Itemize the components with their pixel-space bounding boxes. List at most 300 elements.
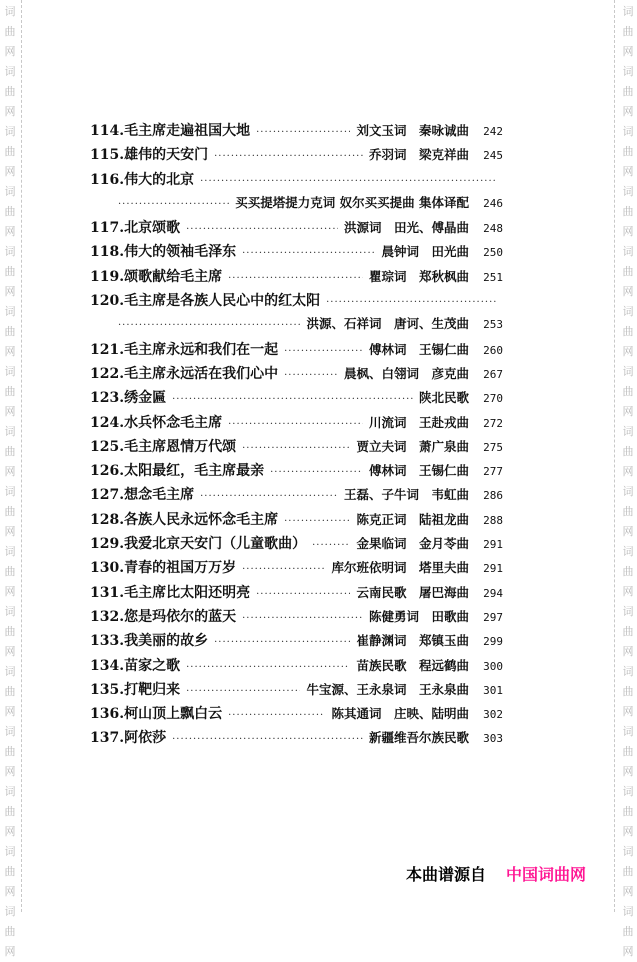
entry-page: 299 — [483, 635, 503, 649]
watermark-char: 词 — [4, 65, 16, 78]
entry-page: 288 — [483, 513, 503, 527]
toc-entry — [90, 339, 503, 363]
watermark-char: 网 — [4, 525, 16, 538]
dot-leader — [186, 224, 338, 235]
dot-leader — [242, 443, 350, 454]
dot-leader — [242, 248, 375, 259]
watermark-group — [618, 420, 637, 480]
entry-credit: 乔羽词 梁克祥曲 — [368, 147, 469, 163]
toc-entry — [90, 727, 503, 751]
watermark-char: 词 — [4, 185, 16, 198]
dot-leader — [228, 419, 363, 430]
watermark-char: 曲 — [622, 145, 634, 158]
watermark-group — [618, 240, 637, 300]
entry-number: 116. — [90, 171, 125, 188]
entry-title-text: 北京颂歌 — [124, 220, 181, 237]
watermark-char: 网 — [622, 345, 634, 358]
toc-entry — [90, 460, 503, 484]
watermark-group — [0, 420, 20, 480]
watermark-char: 网 — [622, 45, 634, 58]
watermark-char: 曲 — [4, 925, 16, 938]
entry-page: 294 — [483, 586, 503, 600]
dot-leader — [172, 394, 413, 405]
watermark-char: 词 — [4, 905, 16, 918]
watermark-char: 词 — [622, 5, 634, 18]
source-footer — [406, 862, 586, 885]
entry-page: 303 — [483, 732, 503, 746]
entry-credit: 贾立夫词 萧广泉曲 — [356, 438, 469, 454]
watermark-char: 词 — [622, 185, 634, 198]
watermark-group — [618, 60, 637, 120]
entry-title — [90, 533, 306, 553]
watermark-char: 网 — [4, 465, 16, 478]
entry-number: 134. — [90, 657, 125, 674]
watermark-group — [0, 480, 20, 540]
entry-page: 250 — [483, 246, 503, 260]
watermark-char: 曲 — [622, 745, 634, 758]
entry-page: 300 — [483, 659, 503, 673]
dot-leader — [200, 491, 338, 502]
right-dashed-divider — [614, 0, 615, 912]
entry-credit: 崔静渊词 郑镇玉曲 — [356, 633, 469, 649]
watermark-char: 曲 — [4, 205, 16, 218]
watermark-group — [0, 60, 20, 120]
entry-credit: 瞿琮词 郑秋枫曲 — [368, 268, 469, 284]
watermark-char: 曲 — [4, 25, 16, 38]
entry-title-text: 我美丽的故乡 — [124, 633, 209, 650]
entry-number: 135. — [90, 681, 125, 698]
entry-credit: 傅林词 王锡仁曲 — [368, 341, 469, 357]
entry-credit: 陕北民歌 — [418, 390, 469, 406]
entry-title — [90, 266, 222, 286]
dot-leader — [242, 613, 363, 624]
watermark-char: 曲 — [622, 565, 634, 578]
entry-title-text: 伟大的北京 — [124, 171, 195, 188]
watermark-char: 曲 — [4, 805, 16, 818]
entry-title — [90, 241, 236, 261]
entry-title — [90, 679, 180, 699]
watermark-char: 网 — [4, 105, 16, 118]
entry-title-text: 毛主席是各族人民心中的红太阳 — [124, 293, 321, 310]
watermark-char: 曲 — [622, 325, 634, 338]
toc-entry — [90, 436, 503, 460]
entry-number: 128. — [90, 511, 125, 528]
watermark-group — [0, 600, 20, 660]
entry-number: 132. — [90, 608, 125, 625]
entry-title — [90, 412, 222, 432]
entry-credit: 洪源、石祥词 唐诃、生茂曲 — [306, 316, 469, 332]
entry-number: 136. — [90, 706, 125, 723]
watermark-char: 网 — [622, 585, 634, 598]
entry-title — [90, 363, 278, 383]
watermark-char: 曲 — [622, 625, 634, 638]
entry-credit: 洪源词 田光、傅晶曲 — [343, 220, 469, 236]
dot-leader — [172, 734, 363, 745]
entry-number: 121. — [90, 341, 125, 358]
entry-credit: 金果临词 金月苓曲 — [356, 536, 469, 552]
entry-title-text: 雄伟的天安门 — [124, 147, 209, 164]
watermark-char: 词 — [622, 605, 634, 618]
watermark-char: 曲 — [4, 385, 16, 398]
watermark-char: 词 — [622, 425, 634, 438]
toc-entry — [90, 120, 503, 144]
entry-title — [90, 655, 180, 675]
watermark-char: 网 — [622, 165, 634, 178]
watermark-char: 网 — [622, 705, 634, 718]
dot-leader — [242, 564, 325, 575]
toc-entry-continuation — [90, 193, 503, 217]
watermark-group — [0, 720, 20, 780]
watermark-char: 曲 — [622, 865, 634, 878]
watermark-char: 词 — [4, 5, 16, 18]
watermark-char: 网 — [622, 645, 634, 658]
entry-title — [90, 339, 278, 359]
entry-number: 122. — [90, 365, 125, 382]
watermark-char: 曲 — [4, 505, 16, 518]
right-watermark — [618, 0, 637, 960]
toc-entry — [90, 509, 503, 533]
entry-credit: 晨枫、白翎词 彦克曲 — [343, 365, 469, 381]
watermark-char: 词 — [4, 485, 16, 498]
entry-title-text: 太阳最红，毛主席最亲 — [124, 463, 265, 480]
watermark-group — [618, 120, 637, 180]
dot-leader — [186, 662, 350, 673]
watermark-char: 词 — [622, 905, 634, 918]
entry-page: 260 — [483, 343, 503, 357]
toc-entry — [90, 217, 503, 241]
watermark-char: 曲 — [4, 565, 16, 578]
entry-title — [90, 387, 166, 407]
watermark-char: 网 — [622, 225, 634, 238]
watermark-char: 网 — [4, 165, 16, 178]
watermark-char: 词 — [4, 665, 16, 678]
entry-title-text: 颂歌献给毛主席 — [124, 268, 223, 285]
entry-credit: 川流词 王赴戎曲 — [368, 414, 469, 430]
watermark-char: 词 — [4, 305, 16, 318]
entry-number: 130. — [90, 560, 125, 577]
entry-title-text: 水兵怀念毛主席 — [124, 414, 223, 431]
left-watermark — [0, 0, 20, 960]
entry-credit: 云南民歌 屠巴海曲 — [356, 584, 469, 600]
watermark-char: 词 — [622, 845, 634, 858]
toc-entry — [90, 363, 503, 387]
dot-leader — [214, 637, 350, 648]
entry-title-text: 柯山顶上飘白云 — [124, 706, 223, 723]
watermark-char: 词 — [622, 305, 634, 318]
watermark-char: 词 — [4, 125, 16, 138]
watermark-char: 词 — [622, 545, 634, 558]
toc-entry — [90, 533, 503, 557]
entry-number: 137. — [90, 730, 125, 747]
toc-entry — [90, 703, 503, 727]
toc-entry — [90, 144, 503, 168]
dot-leader — [214, 151, 363, 162]
watermark-char: 网 — [4, 765, 16, 778]
watermark-char: 网 — [4, 645, 16, 658]
watermark-char: 网 — [4, 885, 16, 898]
watermark-char: 曲 — [4, 745, 16, 758]
entry-credit: 王磊、子牛词 韦虹曲 — [343, 487, 469, 503]
watermark-group — [618, 0, 637, 60]
entry-page: 297 — [483, 610, 503, 624]
watermark-char: 网 — [4, 705, 16, 718]
entry-title — [90, 460, 264, 480]
entry-title-text: 我爱北京天安门（儿童歌曲） — [124, 536, 307, 553]
entry-credit: 新疆维吾尔族民歌 — [368, 730, 469, 746]
watermark-char: 曲 — [622, 685, 634, 698]
entry-number: 126. — [90, 463, 125, 480]
watermark-group — [618, 720, 637, 780]
watermark-char: 网 — [4, 285, 16, 298]
dot-leader — [312, 540, 350, 551]
watermark-char: 词 — [4, 245, 16, 258]
watermark-char: 网 — [622, 285, 634, 298]
toc-entry-continuation — [90, 314, 503, 338]
watermark-group — [618, 840, 637, 900]
dot-leader — [118, 320, 300, 331]
watermark-char: 词 — [622, 785, 634, 798]
entry-page: 253 — [483, 318, 503, 332]
watermark-group — [0, 360, 20, 420]
watermark-group — [618, 780, 637, 840]
watermark-char: 网 — [622, 765, 634, 778]
watermark-char: 词 — [622, 125, 634, 138]
entry-title-text: 各族人民永远怀念毛主席 — [124, 511, 279, 528]
watermark-char: 网 — [4, 225, 16, 238]
entry-page: 248 — [483, 222, 503, 236]
dot-leader — [186, 686, 300, 697]
dot-leader — [284, 516, 350, 527]
entry-credit: 傅林词 王锡仁曲 — [368, 463, 469, 479]
entry-title — [90, 290, 320, 310]
watermark-group — [0, 780, 20, 840]
toc-entry — [90, 412, 503, 436]
entry-title-text: 苗家之歌 — [124, 657, 181, 674]
entry-page: 270 — [483, 392, 503, 406]
entry-number: 115. — [90, 147, 125, 164]
watermark-char: 词 — [4, 725, 16, 738]
toc-entry — [90, 679, 503, 703]
watermark-char: 网 — [4, 345, 16, 358]
entry-number: 124. — [90, 414, 125, 431]
entry-title-text: 打靶归来 — [124, 681, 181, 698]
entry-title — [90, 582, 250, 602]
toc-entry — [90, 484, 503, 508]
entry-credit: 陈其通词 庄映、陆明曲 — [331, 706, 469, 722]
watermark-char: 词 — [4, 845, 16, 858]
entry-title-text: 毛主席永远活在我们心中 — [124, 365, 279, 382]
watermark-group — [0, 240, 20, 300]
entry-title — [90, 703, 222, 723]
dot-leader — [228, 273, 363, 284]
entry-number: 118. — [90, 244, 125, 261]
entry-page: 245 — [483, 149, 503, 163]
toc-entry — [90, 557, 503, 581]
entry-number: 125. — [90, 438, 125, 455]
watermark-group — [618, 480, 637, 540]
entry-number: 114. — [90, 123, 125, 139]
watermark-char: 曲 — [4, 625, 16, 638]
toc-entry — [90, 290, 503, 314]
watermark-group — [0, 900, 20, 960]
entry-title — [90, 217, 180, 237]
watermark-char: 曲 — [4, 865, 16, 878]
dot-leader — [118, 199, 229, 210]
entry-title — [90, 169, 194, 189]
watermark-char: 曲 — [622, 925, 634, 938]
watermark-group — [0, 0, 20, 60]
entry-credit: 牛宝源、王永泉词 王永泉曲 — [306, 681, 469, 697]
watermark-char: 曲 — [622, 265, 634, 278]
toc-entry — [90, 655, 503, 679]
dot-leader — [200, 176, 497, 187]
watermark-char: 曲 — [4, 85, 16, 98]
entry-title — [90, 606, 236, 626]
entry-title-text: 您是玛依尔的蓝天 — [124, 608, 237, 625]
entry-title — [90, 120, 250, 140]
watermark-char: 词 — [622, 365, 634, 378]
watermark-char: 曲 — [622, 505, 634, 518]
toc-entry — [90, 387, 503, 411]
dot-leader — [256, 127, 350, 138]
entry-title — [90, 144, 208, 164]
entry-title-text: 毛主席走遍祖国大地 — [124, 123, 251, 139]
site-name-link[interactable]: 中国词曲网 — [506, 865, 587, 884]
watermark-char: 曲 — [622, 385, 634, 398]
watermark-group — [618, 540, 637, 600]
left-dashed-divider — [21, 0, 22, 912]
watermark-group — [0, 840, 20, 900]
watermark-char: 词 — [4, 605, 16, 618]
entry-credit: 库尔班依明词 塔里夫曲 — [331, 560, 469, 576]
watermark-char: 网 — [622, 525, 634, 538]
watermark-char: 网 — [622, 465, 634, 478]
watermark-char: 曲 — [4, 445, 16, 458]
table-of-contents — [90, 120, 503, 752]
watermark-char: 词 — [622, 725, 634, 738]
entry-page: 275 — [483, 440, 503, 454]
watermark-char: 网 — [622, 405, 634, 418]
entry-title-text: 毛主席永远和我们在一起 — [124, 341, 279, 358]
watermark-char: 网 — [4, 945, 16, 958]
toc-entry — [90, 630, 503, 654]
dot-leader — [284, 346, 363, 357]
watermark-char: 网 — [622, 825, 634, 838]
watermark-char: 网 — [4, 825, 16, 838]
watermark-char: 词 — [622, 485, 634, 498]
entry-number: 133. — [90, 633, 125, 650]
entry-credit: 晨钟词 田光曲 — [381, 244, 469, 260]
toc-entry — [90, 169, 503, 193]
dot-leader — [256, 589, 350, 600]
toc-entry — [90, 606, 503, 630]
watermark-char: 词 — [4, 785, 16, 798]
entry-page: 277 — [483, 465, 503, 479]
entry-title — [90, 484, 194, 504]
watermark-char: 曲 — [622, 805, 634, 818]
entry-credit: 刘文玉词 秦咏诚曲 — [356, 123, 469, 138]
watermark-group — [618, 900, 637, 960]
entry-title — [90, 436, 236, 456]
entry-title-text: 青春的祖国万万岁 — [124, 560, 237, 577]
watermark-char: 网 — [622, 945, 634, 958]
watermark-char: 曲 — [622, 205, 634, 218]
entry-title — [90, 727, 166, 747]
watermark-group — [618, 300, 637, 360]
watermark-group — [0, 120, 20, 180]
watermark-char: 网 — [622, 885, 634, 898]
entry-page: 251 — [483, 270, 503, 284]
entry-page: 286 — [483, 489, 503, 503]
dot-leader — [326, 297, 497, 308]
entry-title-text: 想念毛主席 — [124, 487, 195, 504]
entry-number: 120. — [90, 293, 125, 310]
entry-page: 291 — [483, 538, 503, 552]
entry-page: 272 — [483, 416, 503, 430]
entry-page: 267 — [483, 367, 503, 381]
entry-credit: 买买提塔提力克词 奴尔买买提曲 集体译配 — [235, 194, 469, 210]
watermark-char: 网 — [4, 45, 16, 58]
watermark-group — [618, 180, 637, 240]
entry-credit: 苗族民歌 程远鹤曲 — [356, 657, 469, 673]
watermark-char: 词 — [4, 545, 16, 558]
watermark-char: 网 — [4, 585, 16, 598]
dot-leader — [228, 710, 325, 721]
watermark-char: 词 — [622, 65, 634, 78]
dot-leader — [270, 467, 363, 478]
watermark-char: 词 — [622, 245, 634, 258]
entry-number: 119. — [90, 268, 125, 285]
watermark-group — [618, 360, 637, 420]
entry-title-text: 毛主席恩情万代颂 — [124, 438, 237, 455]
watermark-group — [618, 600, 637, 660]
watermark-group — [618, 660, 637, 720]
entry-number: 127. — [90, 487, 125, 504]
watermark-group — [0, 660, 20, 720]
watermark-char: 曲 — [4, 325, 16, 338]
entry-credit: 陈克正词 陆祖龙曲 — [356, 511, 469, 527]
entry-number: 123. — [90, 390, 125, 407]
entry-title-text: 绣金匾 — [124, 390, 167, 407]
entry-page: 242 — [483, 125, 503, 138]
watermark-char: 曲 — [4, 685, 16, 698]
entry-page: 302 — [483, 708, 503, 722]
source-label: 本曲谱源自 — [406, 865, 487, 884]
entry-page: 301 — [483, 683, 503, 697]
watermark-char: 网 — [4, 405, 16, 418]
entry-title-text: 毛主席比太阳还明亮 — [124, 584, 251, 601]
watermark-char: 词 — [4, 365, 16, 378]
entry-page: 246 — [483, 196, 503, 210]
entry-page: 291 — [483, 562, 503, 576]
watermark-char: 曲 — [622, 85, 634, 98]
watermark-group — [0, 300, 20, 360]
entry-title — [90, 630, 208, 650]
entry-credit: 陈健勇词 田歌曲 — [368, 608, 469, 624]
watermark-char: 曲 — [4, 145, 16, 158]
watermark-char: 曲 — [4, 265, 16, 278]
watermark-char: 曲 — [622, 25, 634, 38]
watermark-char: 曲 — [622, 445, 634, 458]
dot-leader — [284, 370, 338, 381]
watermark-group — [0, 540, 20, 600]
toc-entry — [90, 241, 503, 265]
watermark-char: 词 — [622, 665, 634, 678]
entry-title-text: 伟大的领袖毛泽东 — [124, 244, 237, 261]
entry-title-text: 阿依莎 — [124, 730, 167, 747]
watermark-char: 词 — [4, 425, 16, 438]
entry-number: 117. — [90, 220, 125, 237]
